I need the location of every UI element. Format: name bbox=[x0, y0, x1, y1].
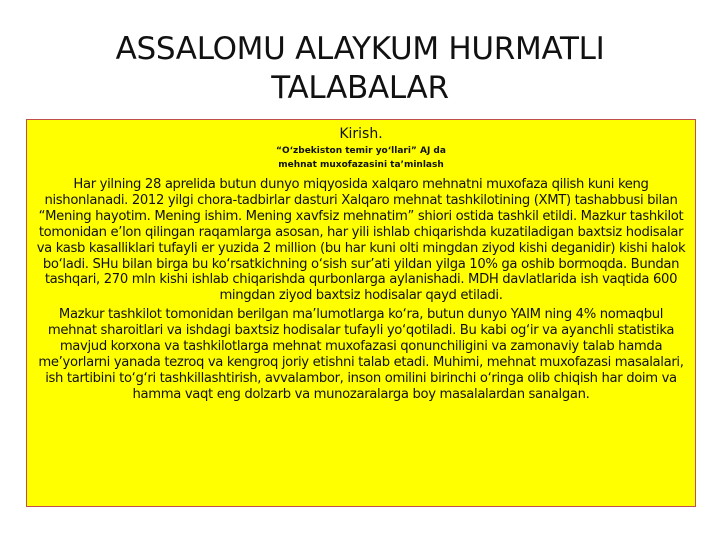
slide-title: ASSALOMU ALAYKUM HURMATLI TALABALAR bbox=[115, 31, 605, 106]
box-paragraph-1: Har yilning 28 aprelida butun dunyo miqyosida xalqaro mehnatni muxofaza qilish kuni keng nishonlanadi. 2012 yilgi chora-tadbirlar dasturi Xalqaro mehnat tashkilotining (XMT) tashabbusi bilan “Mening hayotim. Mening ishim. Mening xavfsiz mehnatim” shiori ostida tashkil etildi. Mazkur tashkilot tomonidan e’lon qilingan raqamlarga asosan, har yili ishlab chiqarishda kuzatiladigan baxtsiz hodisalar va kasb kasalliklari tufayli er yuzida 2 million (bu har kuni olti mingdan ziyod kishi deganidir) kishi halok bo‘ladi. SHu bilan birga bu ko‘rsatkichning o‘sish sur’ati yildan yilga 10% ga oshib bormoqda. Bundan tashqari, 270 mln kishi ishlab chiqarishda qurbonlarga aylanishadi. MDH davlatlarida ish vaqtida 600 mingdan ziyod baxtsiz hodisalar qayd etiladi. bbox=[36, 177, 686, 304]
box-subheading-line-1: “O‘zbekiston temir yo‘llari” AJ da bbox=[276, 146, 446, 156]
box-subheading-line-2: mehnat muxofazasini ta’minlash bbox=[278, 160, 444, 170]
box-paragraph-2: Mazkur tashkilot tomonidan berilgan ma’lumotlarga ko‘ra, butun dunyo YAIM ning 4% nomaqbul mehnat sharoitlari va ishdagi baxtsiz hodisalar tufayli yo‘qotiladi. Bu kabi og‘ir va ayanchli statistika mavjud korxona va tashkilotlarga mehnat muxofazasi qonunchiligini va zamonaviy talab hamda me’yorlarni yanada tezroq va kengroq joriy etishni talab etadi. Muhimi, mehnat muxofazasi masalalari, ish tartibini to‘g‘ri tashkillashtirish, avvalambor, inson omilini birinchi o‘ringa olib chiqish har doim va hamma vaqt eng dolzarb va munozaralarga boy masalalardan sanalgan. bbox=[38, 307, 684, 402]
content-box bbox=[26, 119, 696, 507]
box-subheading bbox=[33, 144, 689, 172]
box-heading: Kirish. bbox=[339, 126, 383, 142]
